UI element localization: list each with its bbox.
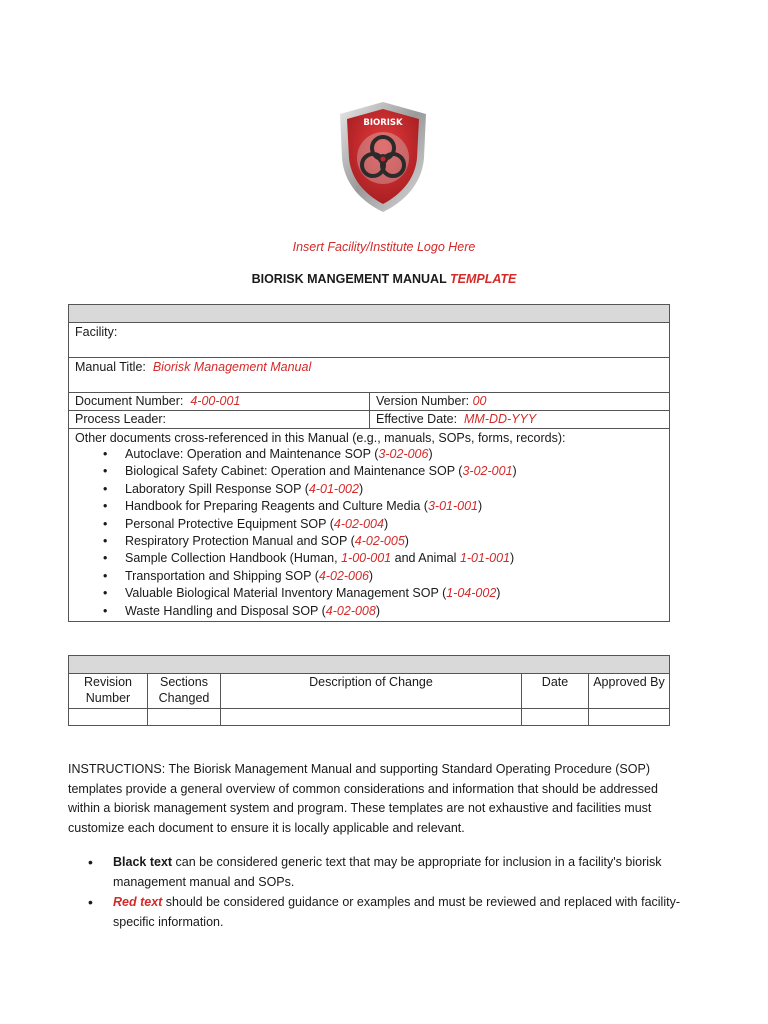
ref-text: and Animal [391,551,460,566]
col-approved-by: Approved By [589,674,670,709]
document-number-cell [69,393,370,411]
revision-history-table [68,655,670,726]
ref-text: Transportation and Shipping SOP ( [125,568,319,583]
list-item [125,446,663,463]
cross-references-intro: Other documents cross-referenced in this Manual (e.g., manuals, SOPs, forms, records): [75,431,566,445]
list-item [125,463,663,480]
list-item [88,892,688,932]
ref-code: 4-01-002 [308,481,359,496]
red-text-description: should be considered guidance or examples and must be reviewed and replaced with facility-specific information. [113,895,680,929]
date-input[interactable] [522,709,589,726]
col-revision-number: Revision Number [69,674,148,709]
ref-code: 4-02-005 [354,534,405,549]
version-number-label: Version Number: [376,394,470,408]
approved-by-input[interactable] [589,709,670,726]
list-item [125,498,663,515]
ref-text: Biological Safety Cabinet: Operation and Maintenance SOP ( [125,464,463,479]
list-item [125,481,663,498]
ref-code: 4-02-006 [318,568,369,583]
document-info-table [68,304,670,622]
ref-code: 1-04-002 [446,586,497,601]
list-item [125,533,663,550]
facility-label: Facility: [75,325,118,339]
ref-text: ) [404,534,409,549]
list-item [125,568,663,585]
ref-text: Laboratory Spill Response SOP ( [125,481,309,496]
logo-placeholder-caption: Insert Facility/Institute Logo Here [292,240,476,254]
ref-text: ) [428,447,433,461]
ref-text: ) [375,603,381,618]
ref-code: 4-02-004 [333,516,384,531]
info-table-header-bar [69,305,670,323]
ref-code: 1-01-001 [459,551,510,566]
manual-title-cell [69,358,670,393]
list-item [125,603,663,620]
document-number-label: Document Number: [75,394,184,408]
ref-code: 3-02-006 [378,447,429,461]
title-suffix: TEMPLATE [449,272,517,286]
effective-date-cell [370,411,670,429]
instructions-paragraph: INSTRUCTIONS: The Biorisk Management Manual and supporting Standard Operating Procedure (SOP) templates provide a general overview of common considerations and information that should be addressed within a biorisk management system and program. These templates are not exhaustive and facilities must customize each document to ensure it is locally applicable and relevant. [68,762,658,835]
process-leader-label: Process Leader: [75,412,167,426]
document-number-value: 4-00-001 [190,394,241,408]
sections-changed-input[interactable] [148,709,221,726]
revision-number-input[interactable] [69,709,148,726]
ref-text: ) [368,568,374,583]
ref-code: 1-00-001 [341,551,392,566]
black-text-description: can be considered generic text that may be appropriate for inclusion in a facility's biorisk management manual and SOPs. [113,855,662,889]
ref-text: ) [509,551,515,566]
ref-text: ) [383,516,389,531]
col-date: Date [522,674,589,709]
effective-date-value: MM-DD-YYY [464,412,537,426]
manual-title-value: Biorisk Management Manual [152,360,312,374]
list-item [88,852,688,892]
red-text-label: Red text [113,895,163,909]
list-item [125,516,663,533]
process-leader-cell [69,411,370,429]
version-number-value: 00 [472,394,487,408]
ref-code: 4-02-008 [325,603,376,618]
text-color-legend [88,852,688,932]
title-main: BIORISK MANGEMENT MANUAL [251,272,447,286]
ref-text: Autoclave: Operation and Maintenance SOP ( [125,447,379,461]
ref-text: ) [358,481,364,496]
ref-code: 3-02-001 [462,464,513,479]
ref-code: 3-01-001 [427,499,479,514]
list-item [125,550,663,567]
ref-text: ) [512,464,517,479]
ref-text: Sample Collection Handbook (Human, [125,551,342,566]
ref-text: Personal Protective Equipment SOP ( [125,516,334,531]
facility-cell [69,323,670,358]
col-description-of-change: Description of Change [221,674,522,709]
ref-text: Handbook for Preparing Reagents and Culture Media ( [125,499,428,514]
cross-references-cell [69,429,670,622]
revision-table-header-bar [69,656,670,674]
effective-date-label: Effective Date: [376,412,458,426]
ref-text: Respiratory Protection Manual and SOP ( [125,534,355,549]
ref-text: Waste Handling and Disposal SOP ( [125,603,326,618]
biorisk-shield-logo [336,100,430,214]
version-number-cell [370,393,670,411]
ref-text: Valuable Biological Material Inventory Management SOP ( [125,586,447,601]
logo-lettering: BIORISK [363,118,403,128]
ref-text: ) [478,499,483,514]
black-text-label: Black text [113,855,173,869]
manual-title-label: Manual Title: [75,360,146,374]
col-sections-changed: Sections Changed [148,674,221,709]
document-title [0,272,768,286]
description-input[interactable] [221,709,522,726]
list-item [125,585,663,602]
table-row [69,709,670,726]
cross-references-list [75,446,663,620]
ref-text: ) [496,586,501,601]
